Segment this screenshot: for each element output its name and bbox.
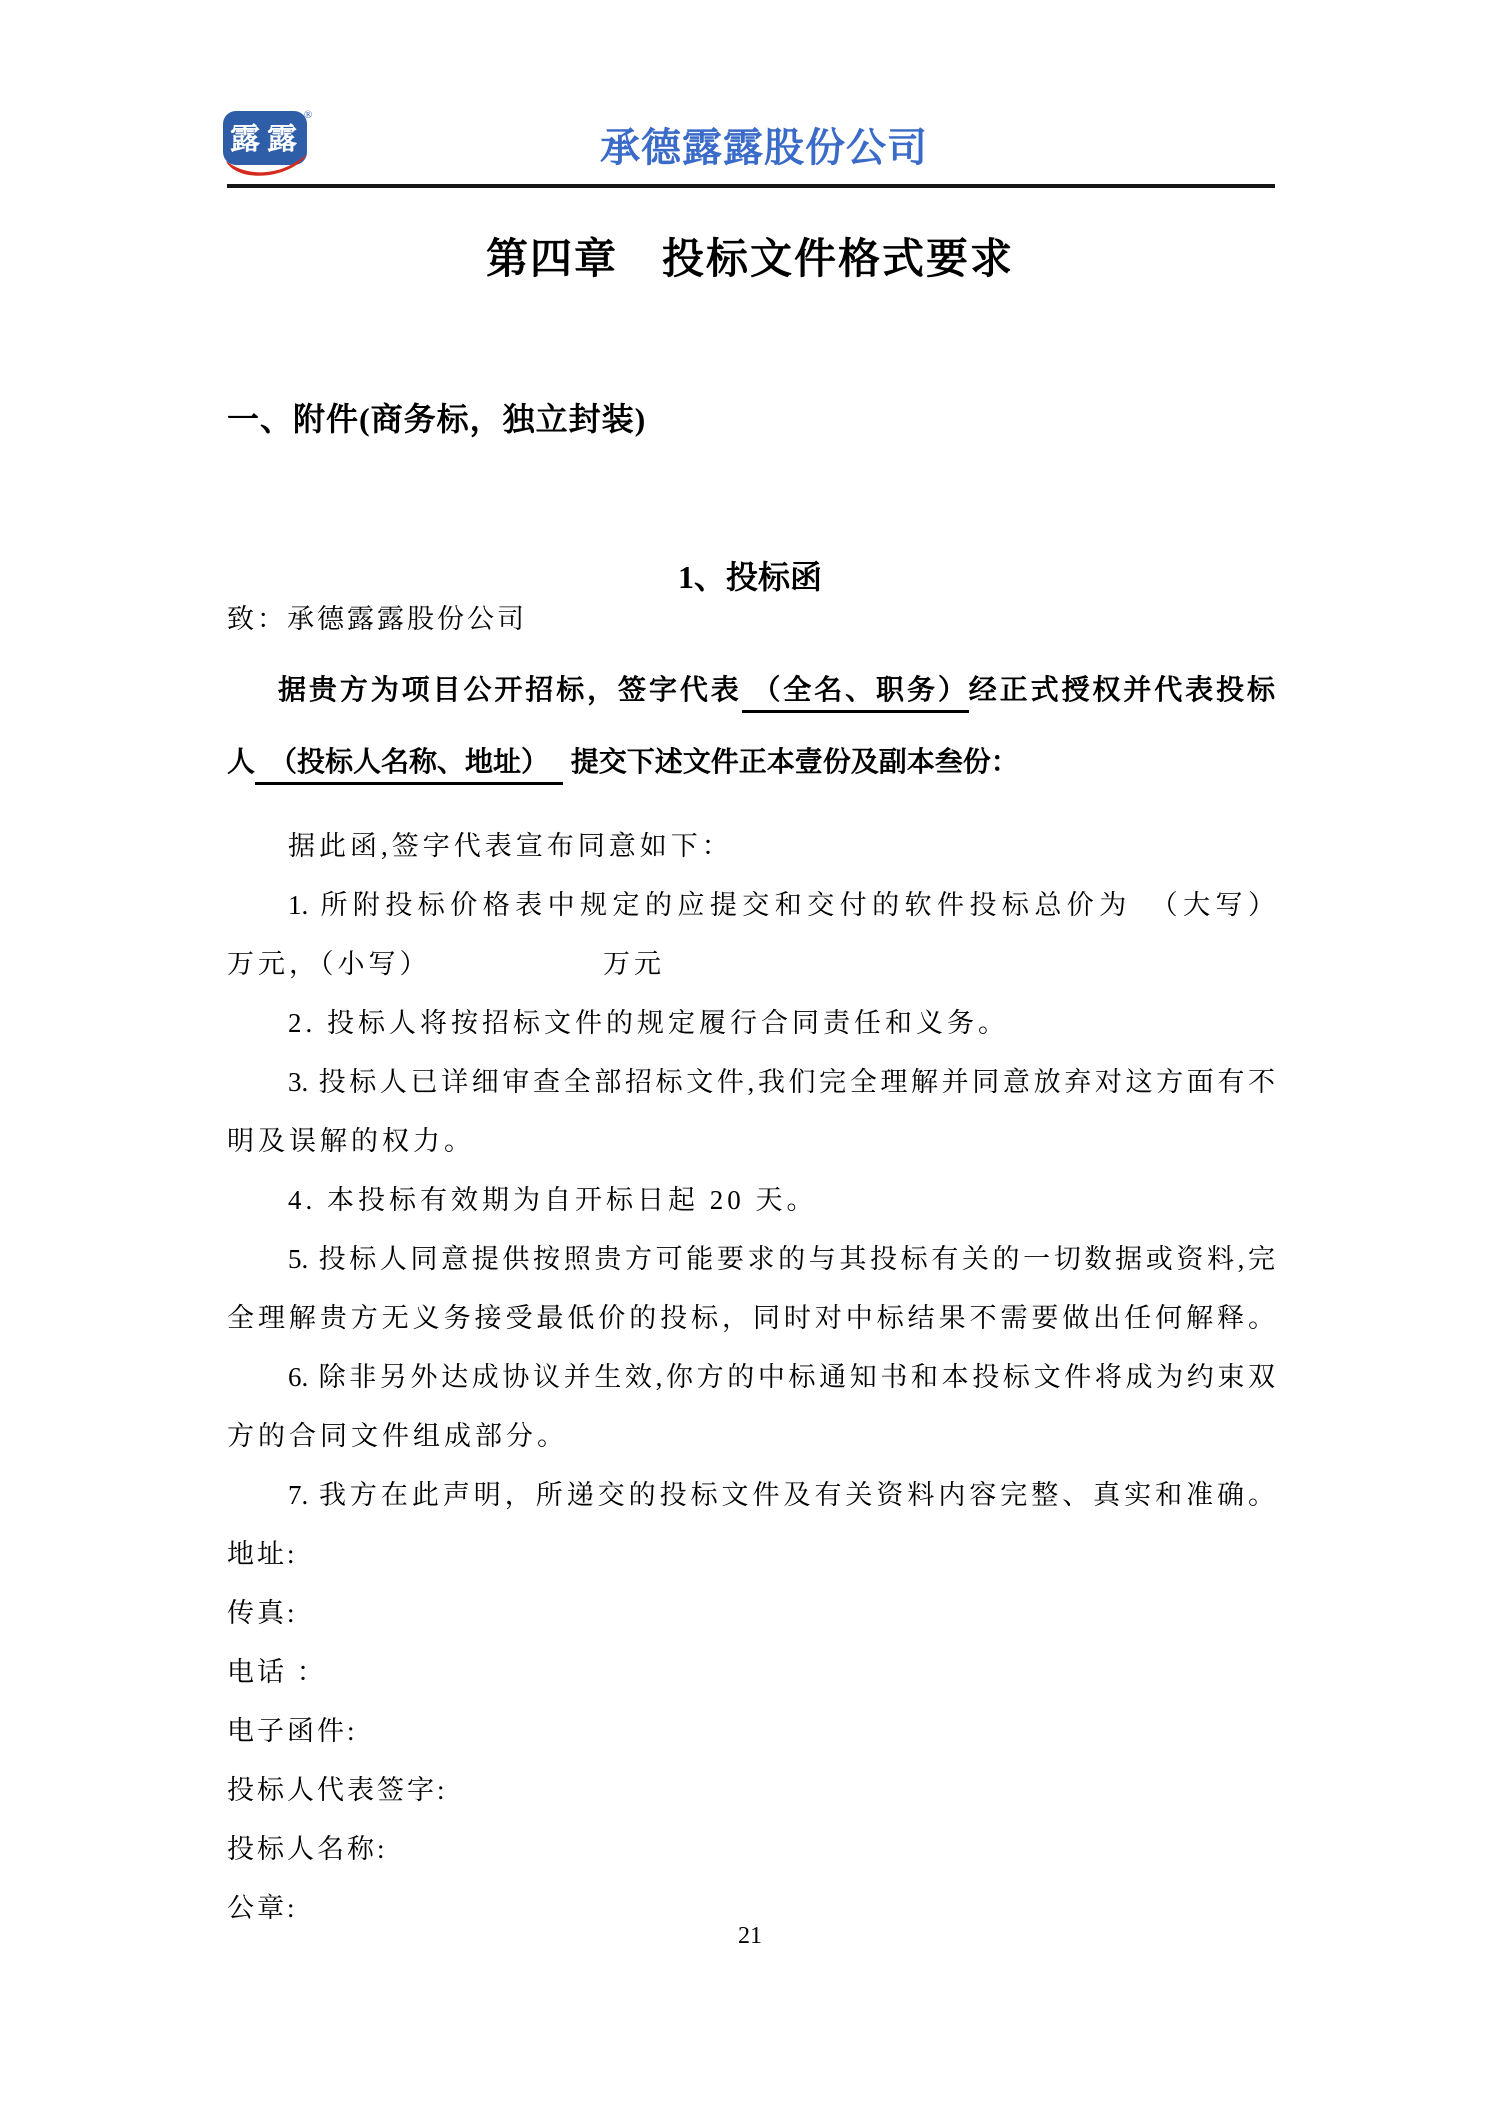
field-fax: 传真: <box>227 1598 298 1628</box>
body-line-item-4: 4. 本投标有效期为自开标日起 20 天。 <box>288 1185 818 1215</box>
body-line-item-3a: 3. 投标人已详细审查全部招标文件,我们完全理解并同意放弃对这方面有不 <box>288 1067 1275 1097</box>
subsection-title: 1、投标函 <box>677 559 822 595</box>
section-heading: 一、附件(商务标，独立封装) <box>227 401 647 437</box>
field-company-seal: 公章: <box>227 1893 298 1923</box>
field-phone: 电话 ： <box>227 1657 327 1687</box>
registered-mark: ® <box>303 109 313 121</box>
body-line-declaration: 据此函,签字代表宣布同意如下： <box>288 831 733 861</box>
body-line-item-3b: 明及误解的权力。 <box>227 1126 475 1156</box>
blank-field-signer-name: （全名、职务） <box>742 674 969 713</box>
blank-field-bidder-name-address: （投标人名称、地址） <box>255 746 563 785</box>
body-line-item-1b: 万元，（小写） 万元 <box>227 949 665 979</box>
salutation-line: 致：承德露露股份公司 <box>227 604 527 634</box>
page-number: 21 <box>738 1923 762 1949</box>
intro-paragraph-line-2 <box>227 744 1275 779</box>
logo-character-2: 露 <box>267 123 297 156</box>
logo-character-1: 露 <box>230 123 260 156</box>
body-line-item-6b: 方的合同文件组成部分。 <box>227 1421 568 1451</box>
field-email: 电子函件: <box>227 1716 358 1746</box>
body-line-item-5b: 全理解贵方无义务接受最低价的投标，同时对中标结果不需要做出任何解释。 <box>227 1303 1275 1333</box>
intro-text: 提交下述文件正本壹份及副本叁份： <box>563 746 1019 777</box>
body-line-item-1a: 1. 所附投标价格表中规定的应提交和交付的软件投标总价为 （大写） <box>288 890 1275 920</box>
company-name: 承德露露股份公司 <box>600 126 928 170</box>
field-address: 地址: <box>227 1539 298 1569</box>
company-logo <box>220 106 314 184</box>
body-line-item-2: 2. 投标人将按招标文件的规定履行合同责任和义务。 <box>288 1008 1009 1038</box>
body-line-item-6a: 6. 除非另外达成协议并生效,你方的中标通知书和本投标文件将成为约束双 <box>288 1362 1275 1392</box>
chapter-title: 第四章 投标文件格式要求 <box>485 237 1014 283</box>
body-line-item-5a: 5. 投标人同意提供按照贵方可能要求的与其投标有关的一切数据或资料,完 <box>288 1244 1275 1274</box>
lulu-logo-icon <box>220 106 314 184</box>
header-rule <box>227 184 1275 188</box>
intro-paragraph-line-1 <box>227 672 1275 707</box>
intro-text: 经正式授权并代表投标 <box>968 674 1275 705</box>
field-rep-signature: 投标人代表签字: <box>227 1775 448 1805</box>
field-bidder-name: 投标人名称: <box>227 1834 388 1864</box>
intro-text: 据贵方为项目公开招标，签字代表 <box>278 674 742 705</box>
intro-text: 人 <box>227 746 256 777</box>
body-line-item-7: 7. 我方在此声明，所递交的投标文件及有关资料内容完整、真实和准确。 <box>288 1480 1275 1510</box>
